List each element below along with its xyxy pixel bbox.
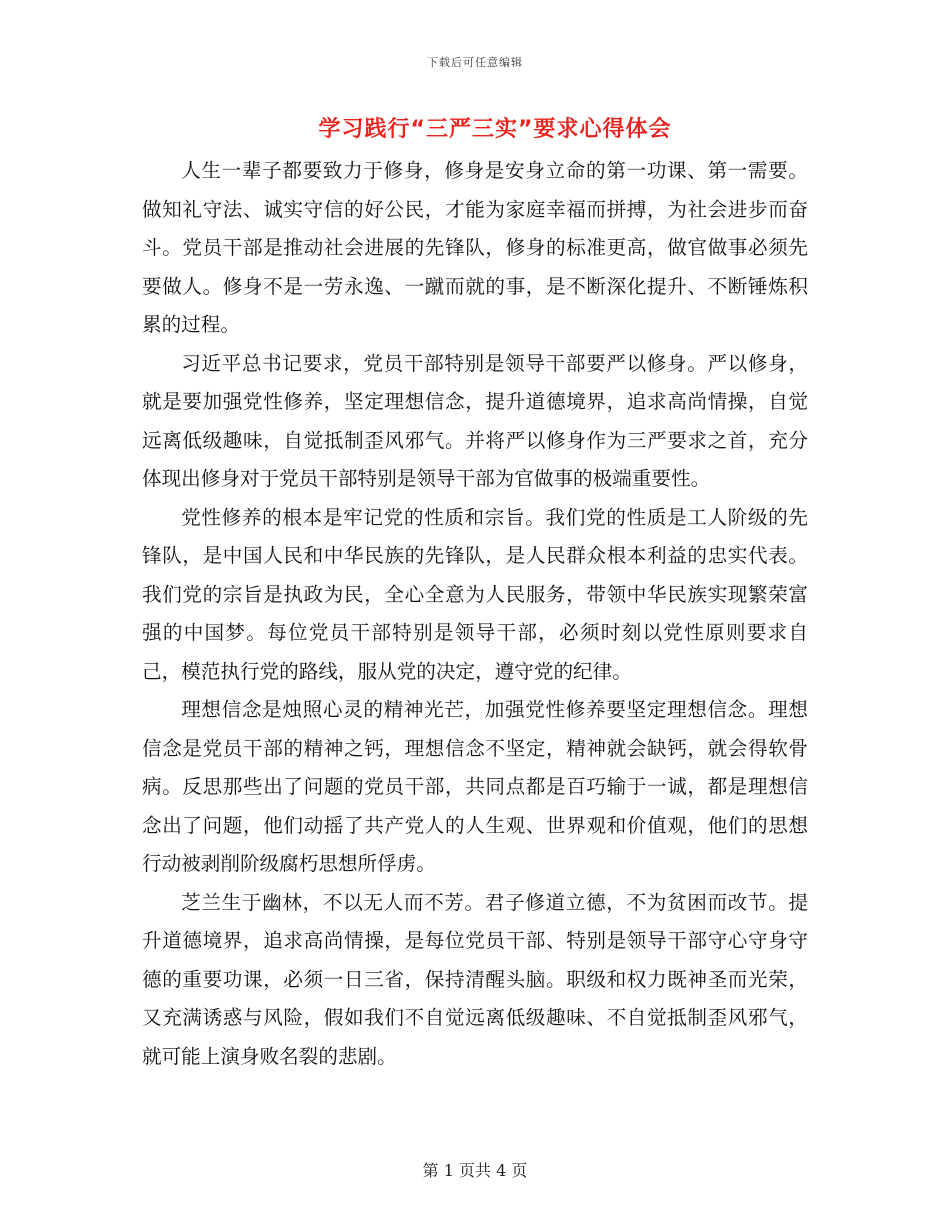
paragraph-1: 人生一辈子都要致力于修身，修身是安身立命的第一功课、第一需要。做知礼守法、诚实守信的好公民，才能为家庭幸福而拼搏，为社会进步而奋斗。党员干部是推动社会进展的先锋队，修身的标准更高，做官做事必须先要做人。修身不是一劳永逸、一蹴而就的事，是不断深化提升、不断锤炼积累的过程。 (142, 159, 808, 336)
paragraph-5: 芝兰生于幽林，不以无人而不芳。君子修道立德，不为贫困而改节。提升道德境界，追求高尚情操，是每位党员干部、特别是领导干部守心守身守德的重要功课，必须一日三省，保持清醒头脑。职级和权力既神圣而光荣，又充满诱惑与风险，假如我们不自觉远离低级趣味、不自觉抵制歪风邪气，就可能上演身败名裂的悲剧。 (142, 890, 808, 1068)
paragraph-3: 党性修养的根本是牢记党的性质和宗旨。我们党的性质是工人阶级的先锋队，是中国人民和中华民族的先锋队，是人民群众根本利益的忠实代表。我们党的宗旨是执政为民，全心全意为人民服务，带领中华民族实现繁荣富强的中国梦。每位党员干部特别是领导干部，必须时刻以党性原则要求自己，模范执行党的路线，服从党的决定，遵守党的纪律。 (142, 505, 808, 683)
document-title: 学习践行“三严三实”要求心得体会 (318, 117, 672, 142)
page-header-note: 下载后可任意编辑 (427, 56, 523, 69)
paragraph-4: 理想信念是烛照心灵的精神光芒，加强党性修养要坚定理想信念。理想信念是党员干部的精神之钙，理想信念不坚定，精神就会缺钙，就会得软骨病。反思那些出了问题的党员干部，共同点都是百巧输于一诚，都是理想信念出了问题，他们动摇了共产党人的人生观、世界观和价值观，他们的思想行动被剥削阶级腐朽思想所俘虏。 (142, 698, 808, 875)
document-body (142, 152, 808, 1076)
paragraph-2: 习近平总书记要求，党员干部特别是领导干部要严以修身。严以修身，就是要加强党性修养，坚定理想信念，提升道德境界，追求高尚情操，自觉远离低级趣味，自觉抵制歪风邪气。并将严以修身作为三严要求之首，充分体现出修身对于党员干部特别是领导干部为官做事的极端重要性。 (142, 351, 808, 490)
page-number: 第 1 页共 4 页 (422, 1161, 528, 1180)
